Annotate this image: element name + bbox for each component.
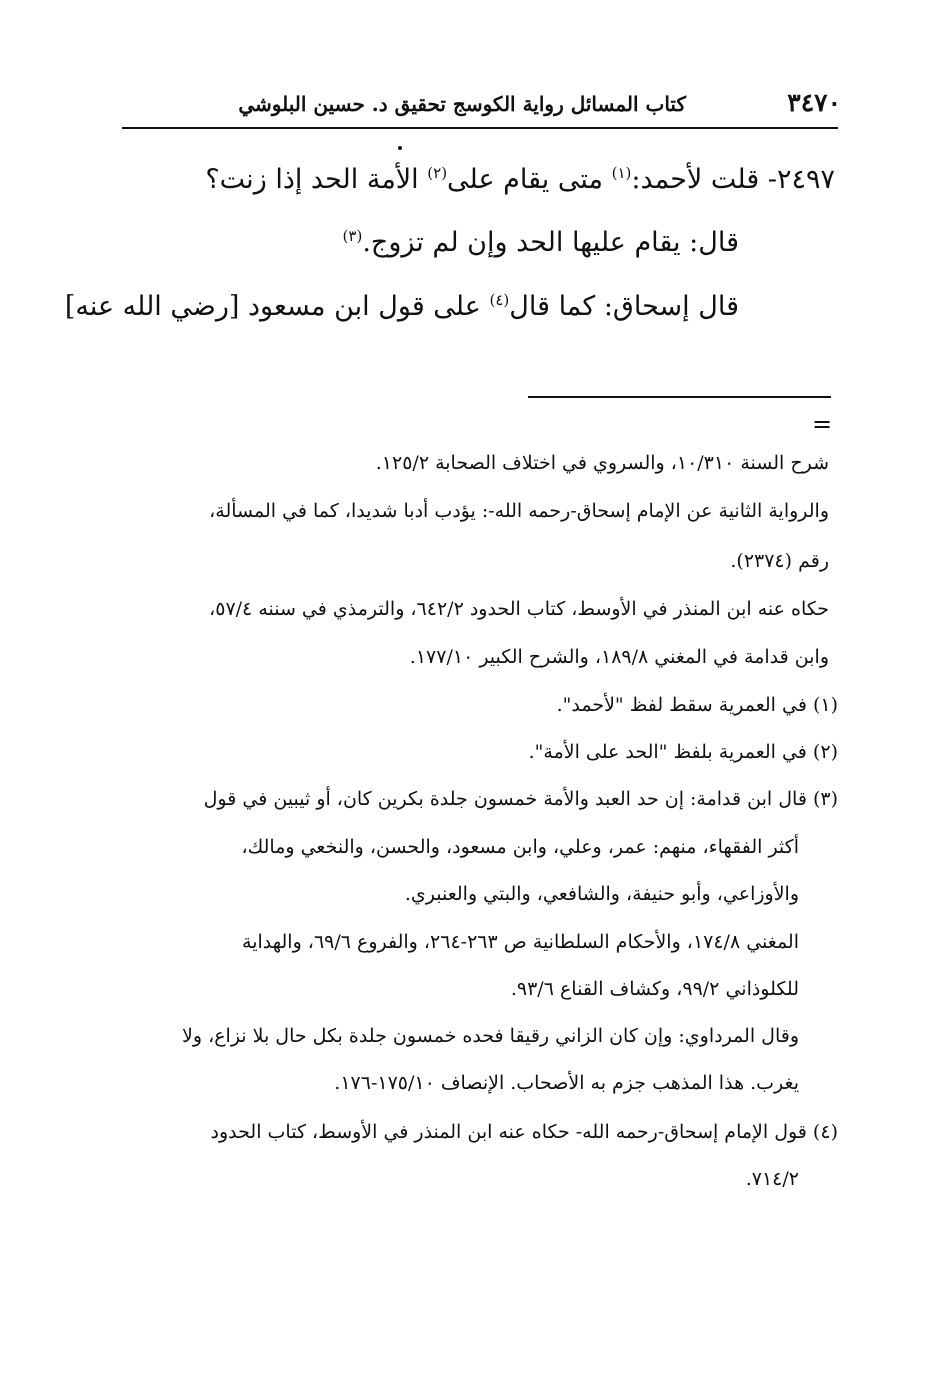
footnote-4: (٤) قول الإمام إسحاق-رحمه الله- حكاه عنه ابن المنذر في الأوسط، كتاب الحدود — [210, 1121, 838, 1143]
question-part-2: متى يقام على — [447, 164, 612, 195]
ishaq-part-2: على قول ابن مسعود [رضي الله عنه] — [64, 291, 490, 322]
ishaq-part-1: قال إسحاق: كما قال — [509, 291, 739, 322]
header-rule — [122, 127, 838, 129]
answer-text: قال: يقام عليها الحد وإن لم تزوج. — [362, 227, 739, 258]
footnote-line: والرواية الثانية عن الإمام إسحاق-رحمه الله-: يؤدب أدبا شديدا، كما في المسألة، — [209, 500, 829, 522]
footnote-line: ٧١٤/٢. — [745, 1168, 799, 1190]
footnote-ref-3[interactable]: (٣) — [342, 227, 363, 245]
footnote-line: حكاه عنه ابن المنذر في الأوسط، كتاب الحدود ٦٤٢/٢، والترمذي في سننه ٥٧/٤، — [209, 598, 829, 620]
footnote-line: المغني ١٧٤/٨، والأحكام السلطانية ص ٢٦٣-٢٦٤، والفروع ٦٩/٦، والهداية — [242, 931, 799, 953]
running-header-title: كتاب المسائل رواية الكوسج تحقيق د. حسين البلوشي — [238, 92, 686, 116]
footnote-separator — [528, 396, 831, 398]
continuation-mark: = — [812, 410, 833, 438]
footnote-ref-4[interactable]: (٤) — [489, 291, 510, 309]
page-number: ٣٤٧٠ — [787, 88, 841, 117]
footnote-line: شرح السنة ١٠/٣١٠، والسروي في اختلاف الصحابة ١٢٥/٢. — [375, 452, 829, 474]
stray-dot — [398, 146, 402, 150]
footnote-line: والأوزاعي، وأبو حنيفة، والشافعي، والبتي والعنبري. — [404, 883, 799, 905]
footnote-line: للكلوذاني ٩٩/٢، وكشاف القناع ٩٣/٦. — [510, 978, 799, 1000]
footnote-line: رقم (٢٣٧٤). — [730, 550, 829, 572]
question-prefix: ٢٤٩٧- قلت لأحمد: — [631, 164, 835, 195]
footnote-1: (١) في العمرية سقط لفظ "لأحمد". — [556, 694, 838, 716]
question-part-3: الأمة الحد إذا زنت؟ — [205, 164, 428, 195]
footnote-3: (٣) قال ابن قدامة: إن حد العبد والأمة خمسون جلدة بكرين كان، أو ثيبين في قول — [203, 788, 838, 810]
footnote-ref-1[interactable]: (١) — [611, 164, 632, 182]
footnote-2: (٢) في العمرية بلفظ "الحد على الأمة". — [528, 741, 838, 763]
footnote-line: وابن قدامة في المغني ١٨٩/٨، والشرح الكبير ١٧٧/١٠. — [409, 646, 829, 668]
footnote-ref-2[interactable]: (٢) — [427, 164, 448, 182]
footnote-line: أكثر الفقهاء، منهم: عمر، وعلي، وابن مسعود، والحسن، والنخعي ومالك، — [241, 836, 799, 858]
ishaq-line — [65, 291, 739, 322]
footnote-line: يغرب. هذا المذهب جزم به الأصحاب. الإنصاف ١٧٥/١٠-١٧٦. — [334, 1072, 799, 1094]
footnote-line: وقال المرداوي: وإن كان الزاني رقيقا فحده خمسون جلدة بكل حال بلا نزاع، ولا — [182, 1025, 799, 1047]
question-line — [205, 164, 835, 195]
answer-line — [343, 227, 739, 258]
